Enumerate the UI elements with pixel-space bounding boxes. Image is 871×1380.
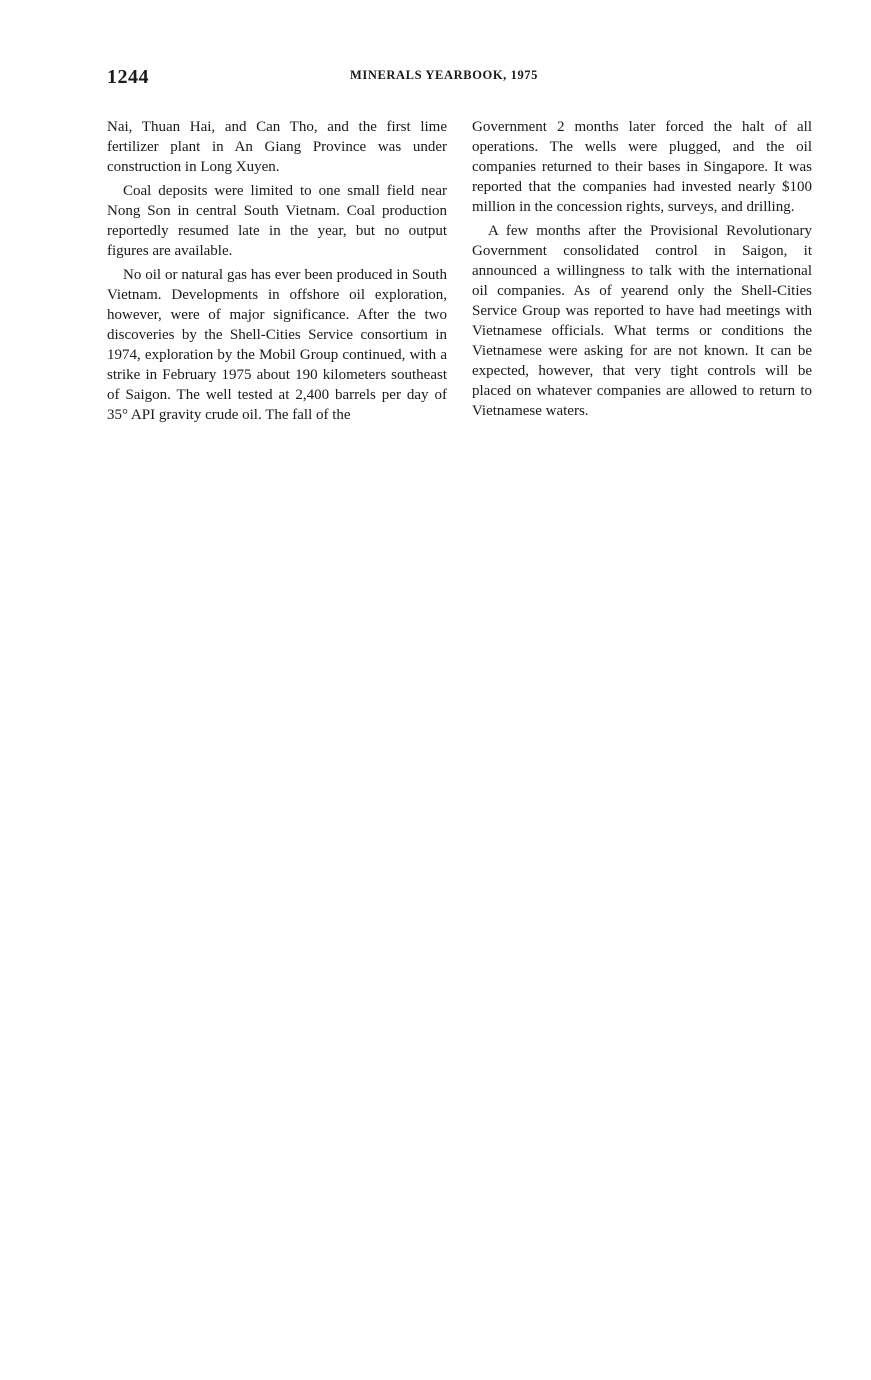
running-title: MINERALS YEARBOOK, 1975 [350, 68, 539, 82]
paragraph: A few months after the Provisional Revolutionary Government consolidated control in Saigon, it announced a willingness to talk with the international oil companies. As of yearend only the Shell-Cities Service Group was reported to have had meetings with Vietnamese officials. What terms or conditions the Vietnamese were asking for are not known. It can be expected, however, that very tight controls will be placed on whatever companies are allowed to return to Vietnamese waters. [472, 223, 812, 419]
paragraph: No oil or natural gas has ever been produced in South Vietnam. Developments in offshore oil exploration, however, were of major significance. After the two discoveries by the Shell-Cities Service consortium in 1974, exploration by the Mobil Group continued, with a strike in February 1975 about 190 kilometers southeast of Saigon. The well tested at 2,400 barrels per day of 35° API gravity crude oil. The fall of the [107, 267, 447, 423]
right-column [472, 117, 812, 425]
paragraph: Coal deposits were limited to one small field near Nong Son in central South Vietnam. Coal production reportedly resumed late in the year, but no output figures are available. [107, 183, 447, 259]
paragraph: Government 2 months later forced the halt of all operations. The wells were plugged, and the oil companies returned to their bases in Singapore. It was reported that the companies had invested nearly $100 million in the concession rights, surveys, and drilling. [472, 119, 812, 215]
left-column [107, 117, 447, 429]
paragraph: Nai, Thuan Hai, and Can Tho, and the first lime fertilizer plant in An Giang Province was under construction in Long Xuyen. [107, 119, 447, 175]
page-number: 1244 [107, 66, 149, 88]
